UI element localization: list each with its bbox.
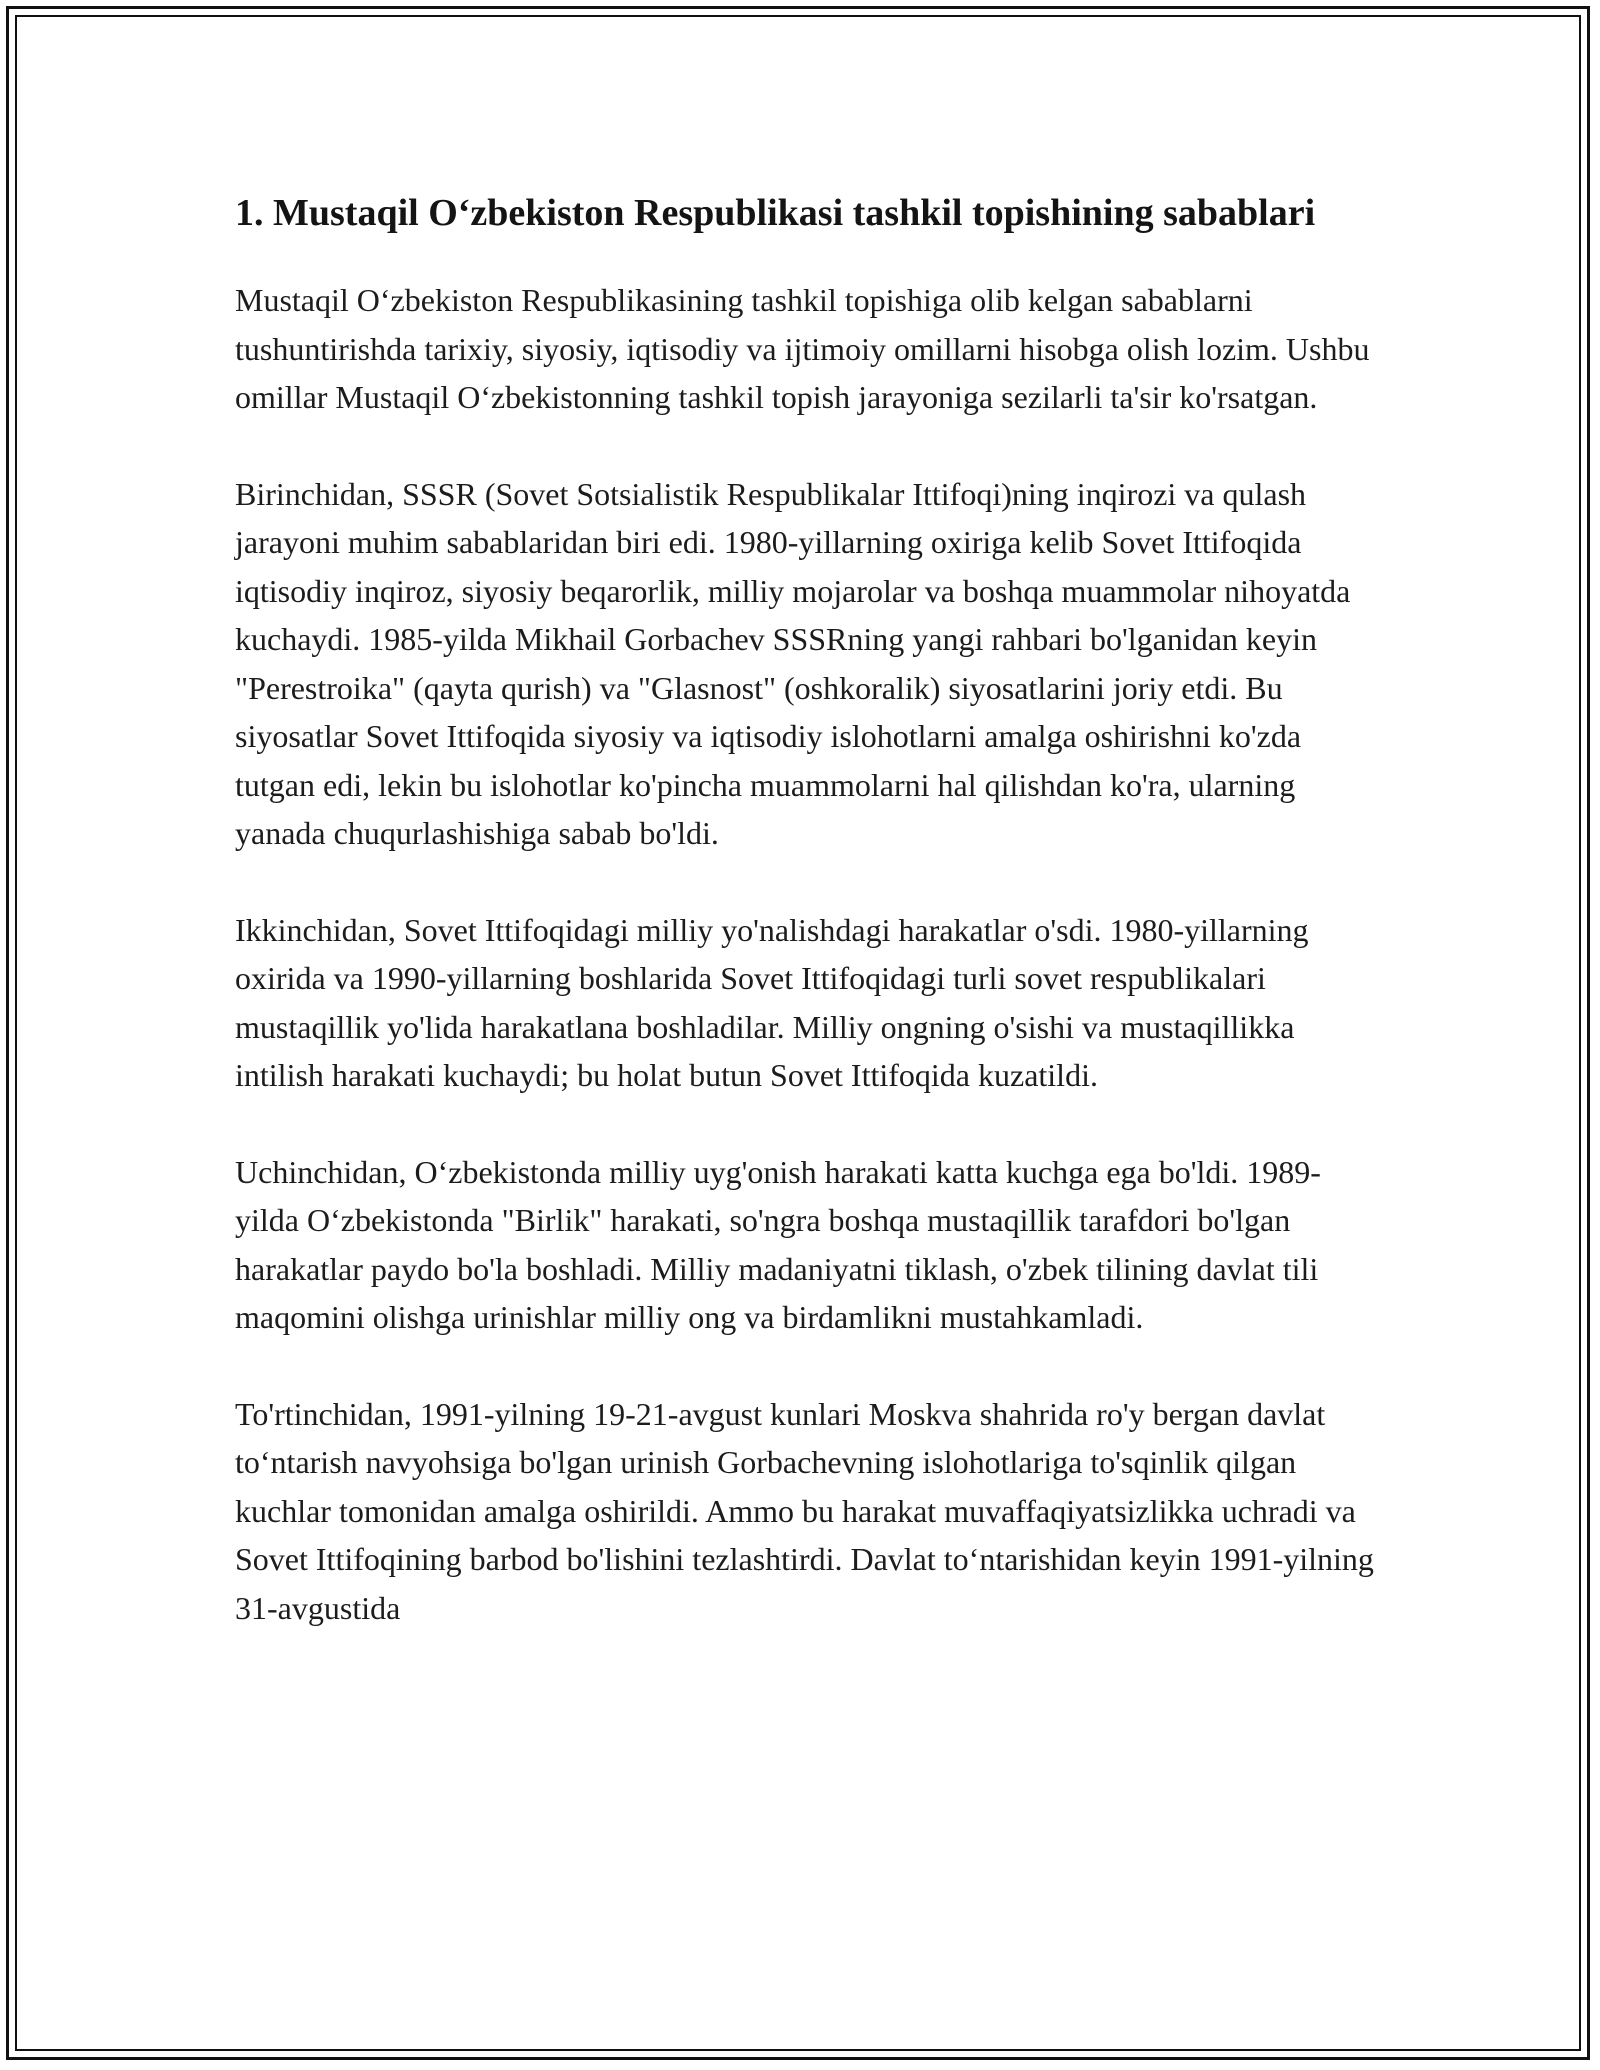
paragraph-third-reason: Uchinchidan, O‘zbekistonda milliy uyg'onish harakati katta kuchga ega bo'ldi. 1989-yilda O‘zbekistonda "Birlik" harakati, so'ngra boshqa mustaqillik tarafdori bo'lgan harakatlar paydo bo'la boshladi. Milliy madaniyatni tiklash, o'zbek tilining davlat tili maqomini olishga urinishlar milliy ong va birdamlikni mustahkamladi.: [235, 1153, 1321, 1335]
document-body: [235, 186, 1375, 1680]
document-title: 1. Mustaqil O‘zbekiston Respublikasi tashkil topishining sabablari: [235, 192, 1316, 234]
paragraph-first-reason: Birinchidan, SSSR (Sovet Sotsialistik Respublikalar Ittifoqi)ning inqirozi va qulash jarayoni muhim sabablaridan biri edi. 1980-yillarning oxiriga kelib Sovet Ittifoqida iqtisodiy inqiroz, siyosiy beqarorlik, milliy mojarolar va boshqa muammolar nihoyatda kuchaydi. 1985-yilda Mikhail Gorbachev SSSRning yangi rahbari bo'lganidan keyin "Perestroika" (qayta qurish) va "Glasnost" (oshkoralik) siyosatlarini joriy etdi. Bu siyosatlar Sovet Ittifoqida siyosiy va iqtisodiy islohotlarni amalga oshirishni ko'zda tutgan edi, lekin bu islohotlar ko'pincha muammolarni hal qilishdan ko'ra, ularning yanada chuqurlashishiga sabab bo'ldi.: [235, 475, 1351, 851]
paragraph-fourth-reason: To'rtinchidan, 1991-yilning 19-21-avgust kunlari Moskva shahrida ro'y bergan davlat to‘ntarish navyohsiga bo'lgan urinish Gorbachevning islohotlariga to'sqinlik qilgan kuchlar tomonidan amalga oshirildi. Ammo bu harakat muvaffaqiyatsizlikka uchradi va Sovet Ittifoqining barbod bo'lishini tezlashtirdi. Davlat to‘ntarishidan keyin 1991-yilning 31-avgustida: [235, 1395, 1374, 1626]
paragraph-intro: Mustaqil O‘zbekiston Respublikasining tashkil topishiga olib kelgan sabablarni tushuntirishda tarixiy, siyosiy, iqtisodiy va ijtimoiy omillarni hisobga olish lozim. Ushbu omillar Mustaqil O‘zbekistonning tashkil topish jarayoniga sezilarli ta'sir ko'rsatgan.: [235, 282, 1370, 415]
paragraph-second-reason: Ikkinchidan, Sovet Ittifoqidagi milliy yo'nalishdagi harakatlar o'sdi. 1980-yillarning oxirida va 1990-yillarning boshlarida Sovet Ittifoqidagi turli sovet respublikalari mustaqillik yo'lida harakatlana boshladilar. Milliy ongning o'sishi va mustaqillikka intilish harakati kuchaydi; bu holat butun Sovet Ittifoqida kuzatildi.: [235, 911, 1309, 1093]
